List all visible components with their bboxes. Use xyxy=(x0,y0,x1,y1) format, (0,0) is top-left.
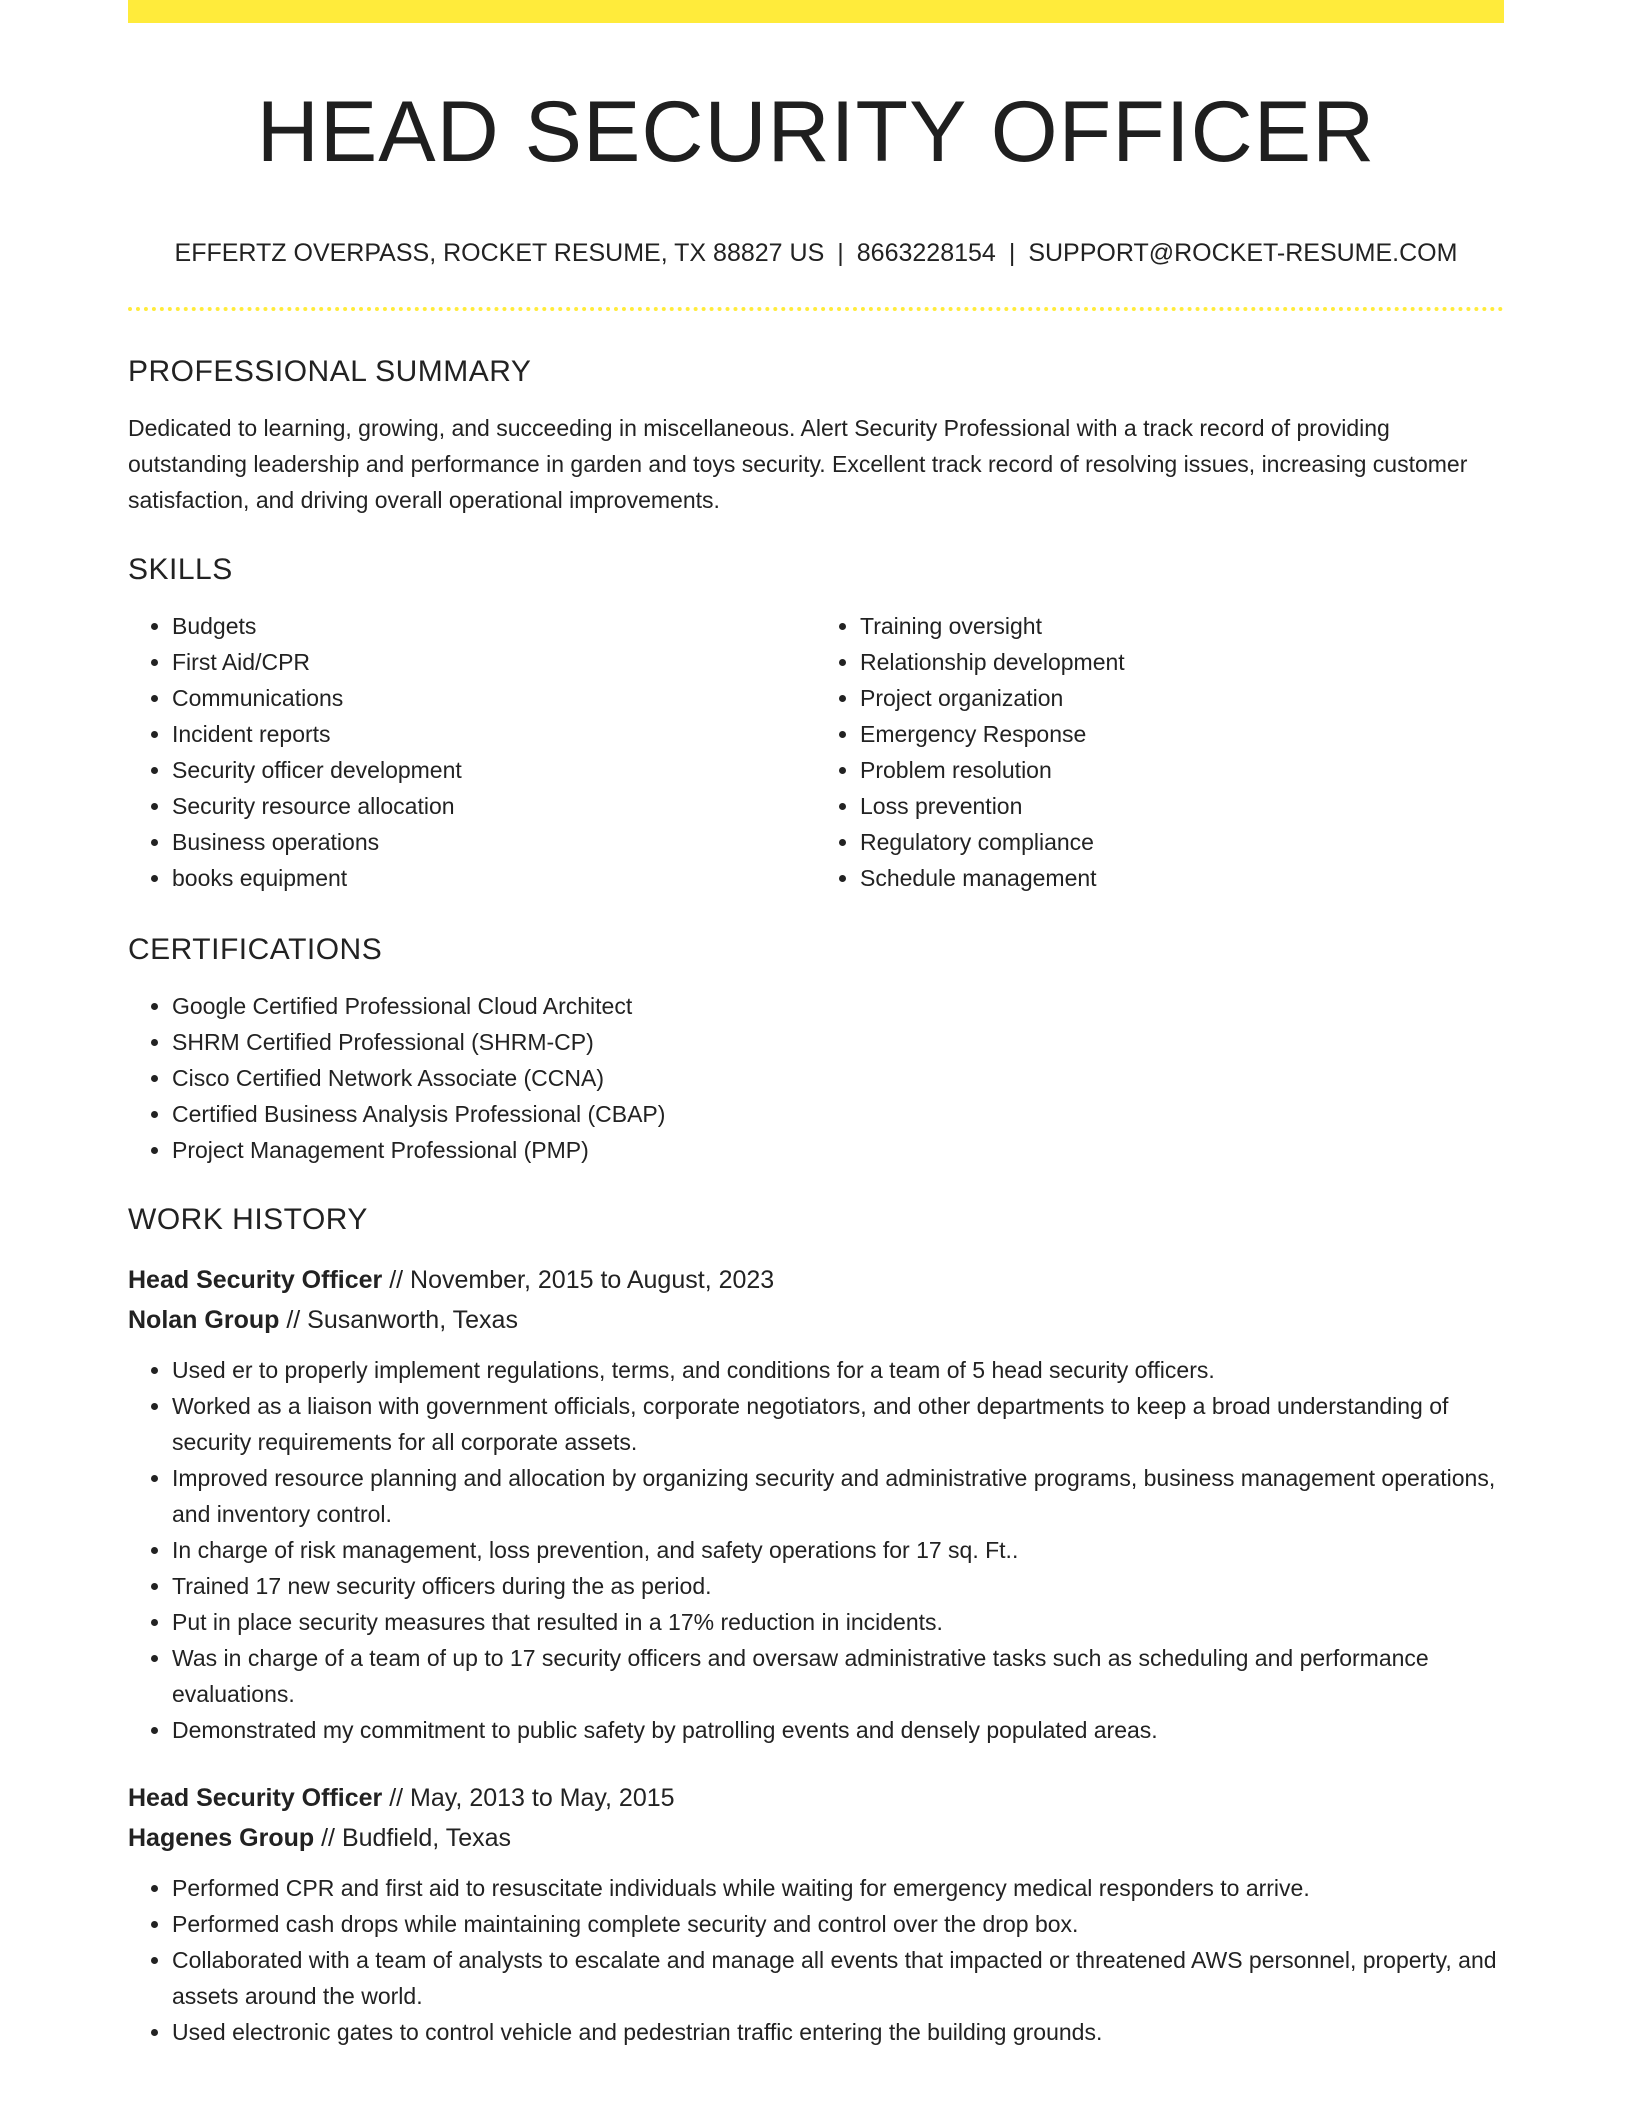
job-title: Head Security Officer xyxy=(128,1266,383,1294)
certification-item: • Google Certified Professional Cloud Architect xyxy=(172,988,1504,1024)
job-bullet: • Used electronic gates to control vehicle and pedestrian traffic entering the building grounds. xyxy=(172,2014,1504,2050)
job-title-line xyxy=(128,1778,1504,1818)
accent-bar xyxy=(128,0,1504,23)
job-location: // Susanworth, Texas xyxy=(279,1306,518,1334)
skill-item: • Budgets xyxy=(172,608,816,644)
skill-item: • Incident reports xyxy=(172,716,816,752)
resume-title: HEAD SECURITY OFFICER xyxy=(256,84,1376,180)
summary-text: Dedicated to learning, growing, and succeeding in miscellaneous. Alert Security Professional with a track record of providing outstanding leadership and performance in garden and toys security. Excellent track record of resolving issues, increasing customer satisfaction, and driving overall operational improvements. xyxy=(128,415,1468,513)
job-title: Head Security Officer xyxy=(128,1784,383,1812)
job-bullet: • Performed CPR and first aid to resuscitate individuals while waiting for emergency medical responders to arrive. xyxy=(172,1870,1504,1906)
skill-item: • Security resource allocation xyxy=(172,788,816,824)
skill-item: • Project organization xyxy=(860,680,1504,716)
work-history-section xyxy=(128,1200,1504,2050)
contact-separator: | xyxy=(1008,239,1016,267)
summary-section xyxy=(128,352,1504,518)
job-company-line xyxy=(128,1818,1504,1858)
job-bullet: • Collaborated with a team of analysts to escalate and manage all events that impacted or threatened AWS personnel, property, and assets around the world. xyxy=(172,1942,1504,2014)
contact-email: SUPPORT@ROCKET-RESUME.COM xyxy=(1028,239,1458,267)
skills-list-left xyxy=(128,608,816,896)
skill-item: • Relationship development xyxy=(860,644,1504,680)
job-bullet: • In charge of risk management, loss prevention, and safety operations for 17 sq. Ft.. xyxy=(172,1532,1504,1568)
skill-item: • Security officer development xyxy=(172,752,816,788)
job-bullet: • Trained 17 new security officers during the as period. xyxy=(172,1568,1504,1604)
skill-item: • Emergency Response xyxy=(860,716,1504,752)
certification-item: • Certified Business Analysis Professional (CBAP) xyxy=(172,1096,1504,1132)
skills-section xyxy=(128,550,1504,896)
job-bullet: • Put in place security measures that resulted in a 17% reduction in incidents. xyxy=(172,1604,1504,1640)
job-bullets xyxy=(128,1870,1504,2050)
skill-item: • Communications xyxy=(172,680,816,716)
job-dates: // November, 2015 to August, 2023 xyxy=(382,1266,775,1294)
job-bullet: • Used er to properly implement regulations, terms, and conditions for a team of 5 head security officers. xyxy=(172,1352,1504,1388)
job-dates: // May, 2013 to May, 2015 xyxy=(382,1784,675,1812)
job-bullet: • Worked as a liaison with government officials, corporate negotiators, and other departments to keep a broad understanding of security requirements for all corporate assets. xyxy=(172,1388,1504,1460)
contact-phone: 8663228154 xyxy=(856,239,996,267)
skills-list-right xyxy=(816,608,1504,896)
skill-item: • Problem resolution xyxy=(860,752,1504,788)
job-company-line xyxy=(128,1300,1504,1340)
skill-item: • Schedule management xyxy=(860,860,1504,896)
summary-heading: PROFESSIONAL SUMMARY xyxy=(128,355,532,388)
certifications-section xyxy=(128,930,1504,1168)
job-company: Hagenes Group xyxy=(128,1824,315,1852)
job-title-line xyxy=(128,1260,1504,1300)
contact-address: EFFERTZ OVERPASS, ROCKET RESUME, TX 88827 US xyxy=(174,239,825,267)
skills-columns xyxy=(128,608,1504,896)
job-bullet: • Demonstrated my commitment to public safety by patrolling events and densely populated areas. xyxy=(172,1712,1504,1748)
job-bullets xyxy=(128,1352,1504,1748)
skill-item: • Loss prevention xyxy=(860,788,1504,824)
skill-item: • books equipment xyxy=(172,860,816,896)
certifications-heading: CERTIFICATIONS xyxy=(128,933,383,966)
skill-item: • Training oversight xyxy=(860,608,1504,644)
job-bullet: • Performed cash drops while maintaining complete security and control over the drop box. xyxy=(172,1906,1504,1942)
certification-item: • Cisco Certified Network Associate (CCNA) xyxy=(172,1060,1504,1096)
certification-item: • Project Management Professional (PMP) xyxy=(172,1132,1504,1168)
job-entry xyxy=(128,1260,1504,1748)
certification-item: • SHRM Certified Professional (SHRM-CP) xyxy=(172,1024,1504,1060)
job-company: Nolan Group xyxy=(128,1306,280,1334)
skill-item: • Regulatory compliance xyxy=(860,824,1504,860)
job-bullet: • Improved resource planning and allocation by organizing security and administrative programs, business management operations, and inventory control. xyxy=(172,1460,1504,1532)
skill-item: • Business operations xyxy=(172,824,816,860)
contact-separator: | xyxy=(837,239,844,267)
job-entry xyxy=(128,1778,1504,2050)
skill-item: • First Aid/CPR xyxy=(172,644,816,680)
dotted-divider xyxy=(128,307,1504,311)
job-bullet: • Was in charge of a team of up to 17 security officers and oversaw administrative tasks such as scheduling and performance evaluations. xyxy=(172,1640,1504,1712)
certifications-list xyxy=(128,988,1504,1168)
work-history-heading: WORK HISTORY xyxy=(128,1203,368,1236)
job-location: // Budfield, Texas xyxy=(314,1824,512,1852)
skills-heading: SKILLS xyxy=(128,553,233,586)
contact-line xyxy=(128,236,1504,270)
